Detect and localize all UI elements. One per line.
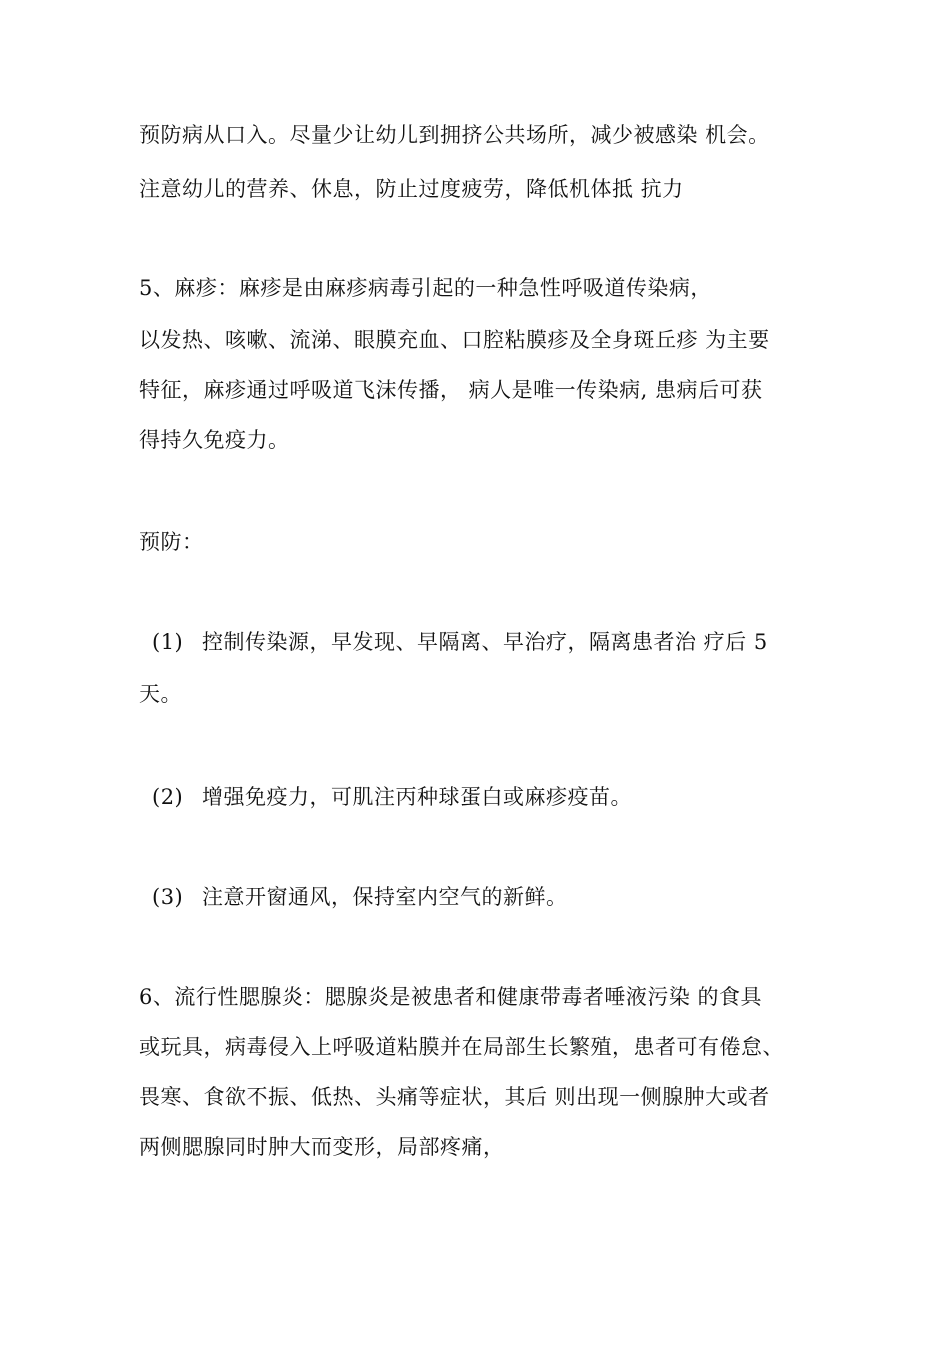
paragraph-line: 预防病从口入。尽量少让幼儿到拥挤公共场所，减少被感染 机会。 (139, 123, 770, 147)
list-item-text: 控制传染源，早发现、早隔离、早治疗，隔离患者治 疗后 5 (202, 630, 768, 654)
paragraph-line: 畏寒、食欲不振、低热、头痛等症状，其后 则出现一侧腺肿大或者 (139, 1085, 770, 1109)
prevention-heading: 预防： (139, 530, 204, 554)
paragraph-line: 得持久免疫力。 (139, 428, 290, 452)
list-item (152, 783, 632, 811)
list-item-continuation: 天。 (139, 682, 182, 706)
list-item-number: (3) (152, 885, 184, 909)
list-item-number: (1) (152, 630, 184, 654)
paragraph-line: 注意幼儿的营养、休息，防止过度疲劳，降低机体抵 抗力 (139, 177, 684, 201)
list-item-text: 增强免疫力，可肌注丙种球蛋白或麻疹疫苗。 (202, 785, 632, 809)
paragraph-line: 特征，麻疹通过呼吸道飞沫传播， 病人是唯一传染病, 患病后可获 (139, 378, 763, 402)
list-item-text: 注意开窗通风，保持室内空气的新鲜。 (202, 885, 568, 909)
list-item (152, 883, 568, 911)
list-item-number: (2) (152, 785, 184, 809)
paragraph-line: 或玩具，病毒侵入上呼吸道粘膜并在局部生长繁殖，患者可有倦怠、 (139, 1035, 784, 1059)
list-item (152, 628, 768, 656)
paragraph-line: 两侧腮腺同时肿大而变形，局部疼痛， (139, 1135, 505, 1159)
paragraph-line: 以发热、咳嗽、流涕、眼膜充血、口腔粘膜疹及全身斑丘疹 为主要 (139, 328, 770, 352)
section-5-heading-line: 5、麻疹：麻疹是由麻疹病毒引起的一种急性呼吸道传染病， (139, 276, 712, 300)
section-6-heading-line: 6、流行性腮腺炎：腮腺炎是被患者和健康带毒者唾液污染 的食具 (139, 985, 763, 1009)
